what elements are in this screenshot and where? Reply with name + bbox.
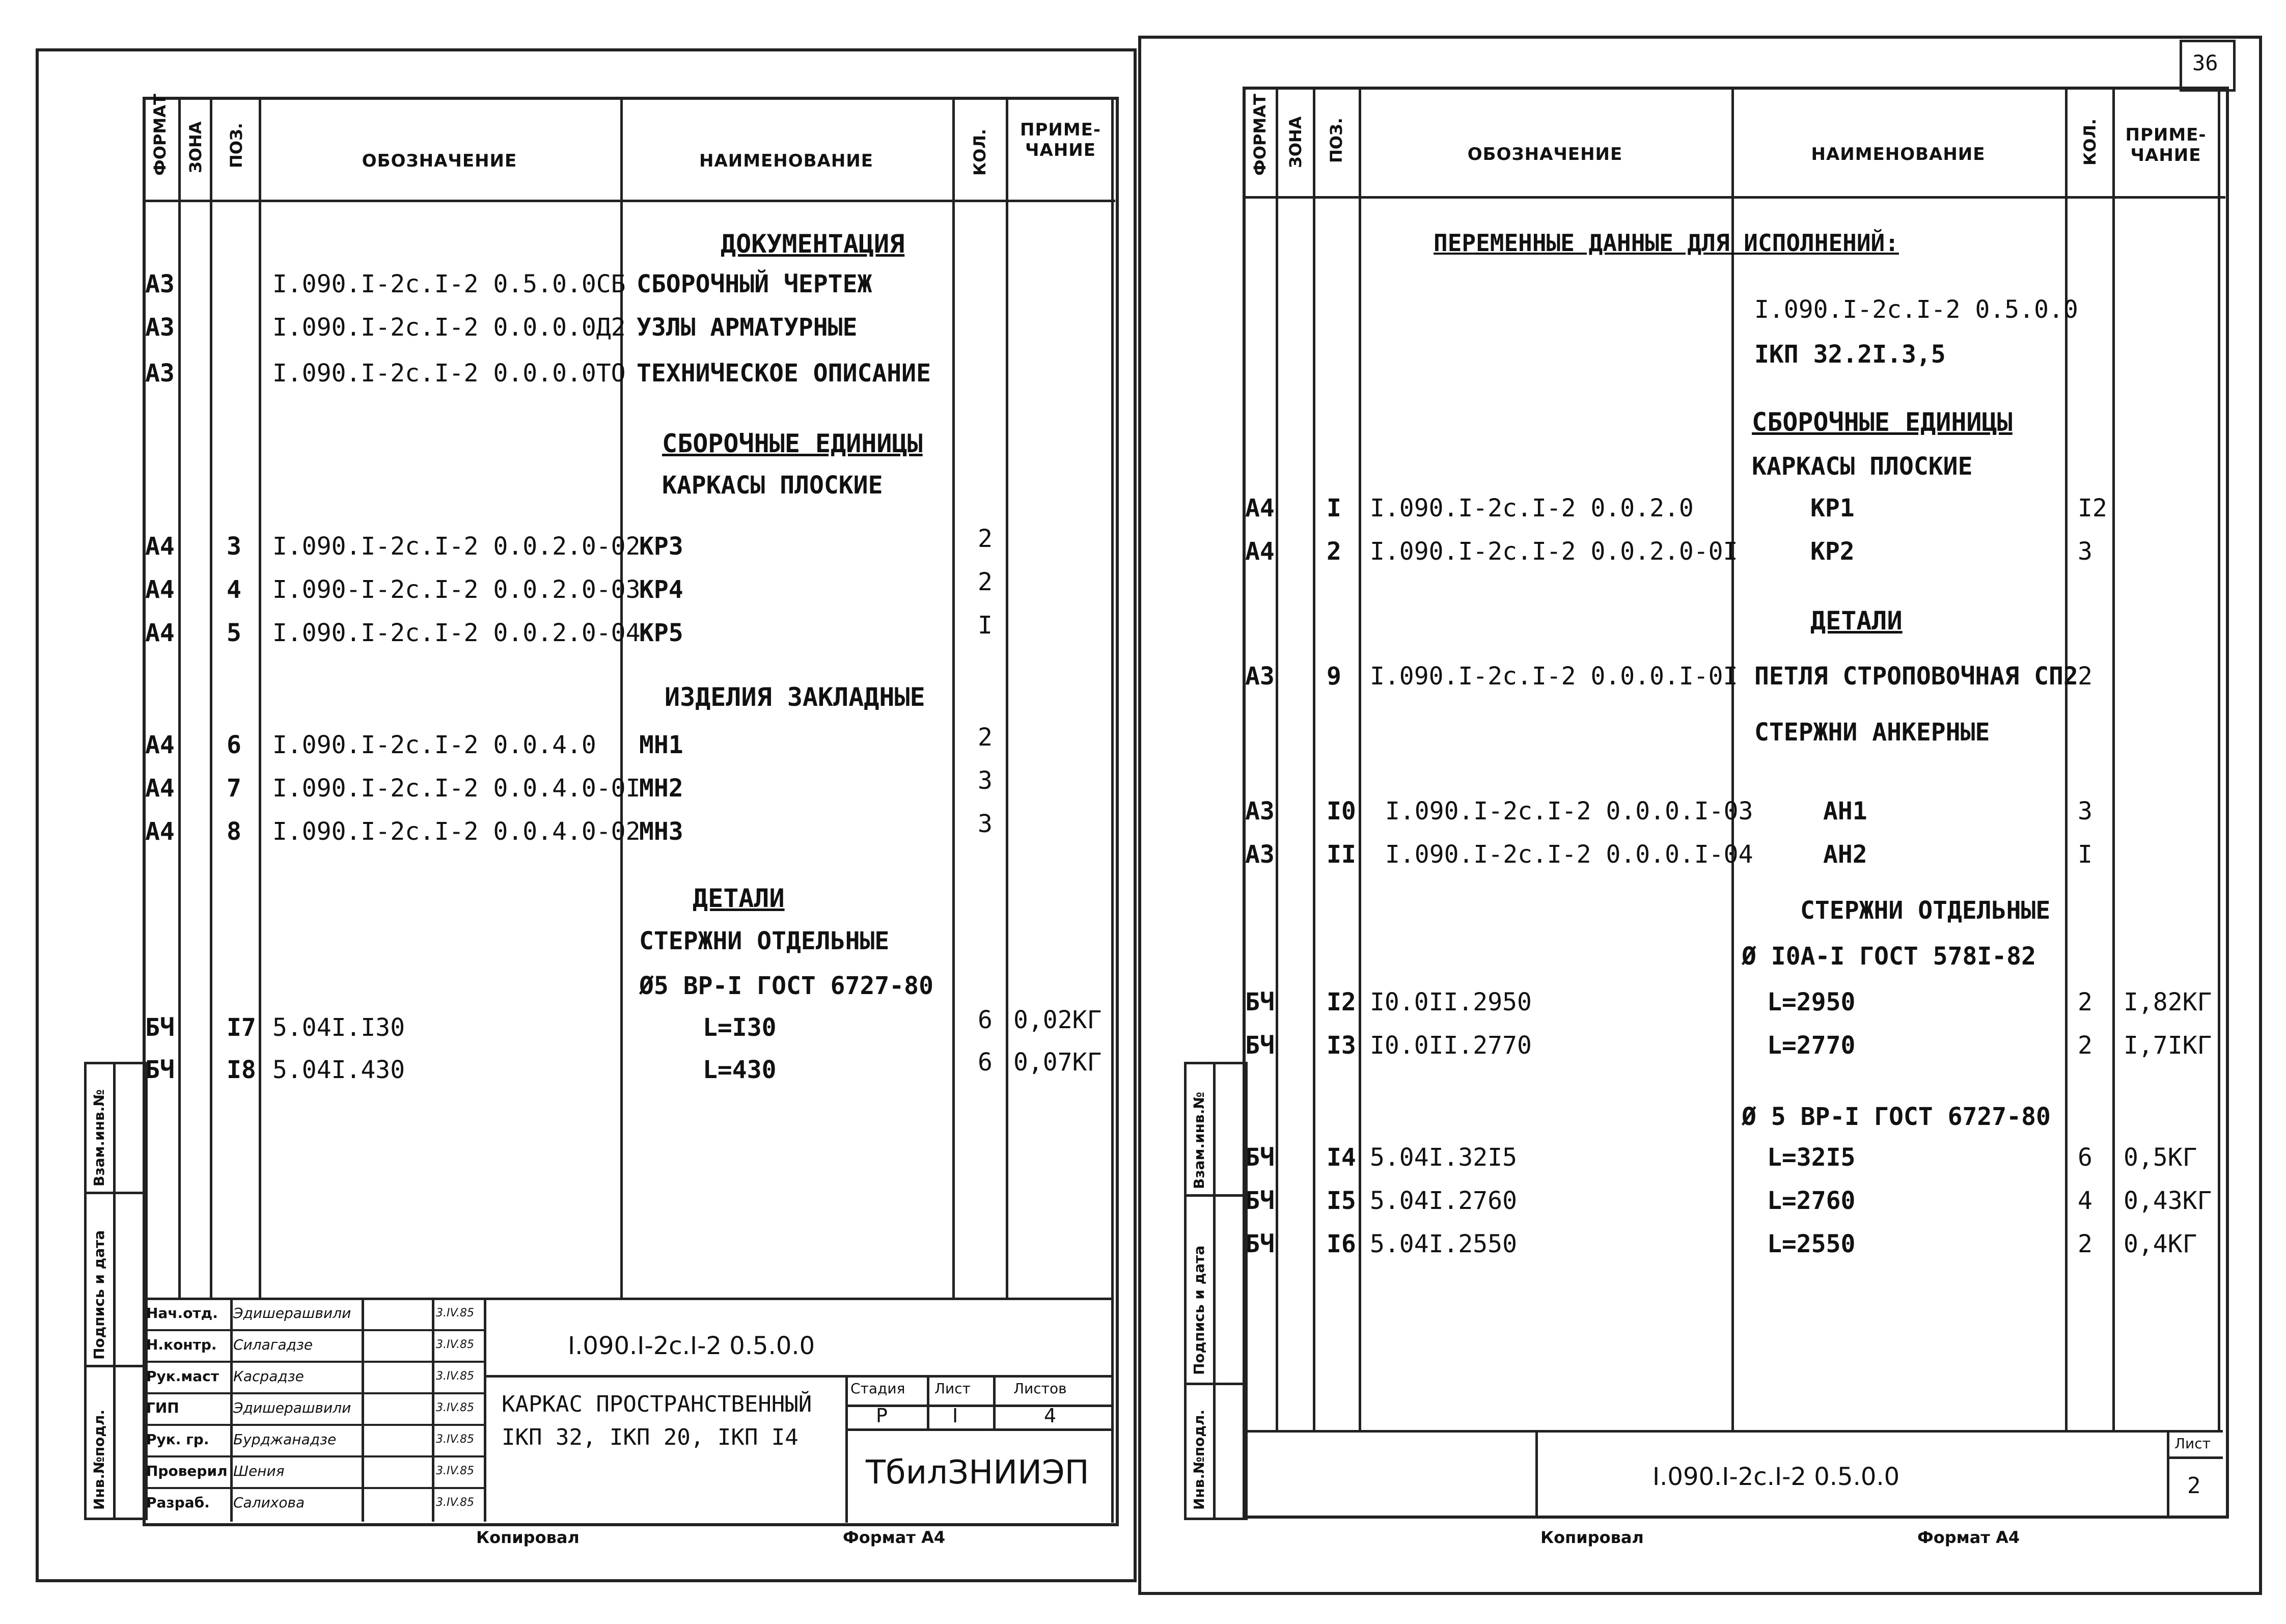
left-sheets-header: Листов <box>1013 1380 1067 1397</box>
right-row-pos: I5 <box>1327 1187 1356 1215</box>
left-row-pos: 6 <box>227 731 241 759</box>
title-date: 3.IV.85 <box>436 1433 474 1446</box>
right-row-note: 0,43КГ <box>2124 1187 2212 1215</box>
right-row-qty: I2 <box>2078 494 2107 522</box>
left-row-note: 0,07КГ <box>1013 1048 1102 1077</box>
left-sheet-value: I <box>952 1405 958 1427</box>
right-row-format: А3 <box>1245 797 1275 825</box>
left-row-designation: I.090.I-2c.I-2 0.0.4.0-0I <box>272 774 641 803</box>
left-row-name: КР3 <box>639 532 683 561</box>
left-side-label-3: Инв.№подл. <box>91 1409 107 1510</box>
left-stage-value: Р <box>876 1405 888 1427</box>
left-row-pos: 4 <box>227 575 241 604</box>
right-sheet-value: 2 <box>2187 1473 2201 1499</box>
left-row-format: А3 <box>145 313 175 342</box>
left-row-qty: 2 <box>978 525 993 553</box>
right-row-qty: 2 <box>2078 662 2092 691</box>
left-row-qty: 6 <box>978 1048 993 1077</box>
header-designation-right: ОБОЗНАЧЕНИЕ <box>1467 144 1623 164</box>
right-side-label-1: Взам.инв.№ <box>1191 1091 1207 1189</box>
right-row-format: А4 <box>1245 494 1275 522</box>
left-side-label-2: Подпись и дата <box>91 1230 107 1360</box>
right-row-name: АН2 <box>1823 840 1867 869</box>
left-row-format: БЧ <box>145 1013 175 1042</box>
right-row-format: БЧ <box>1245 1230 1275 1258</box>
right-row-name: L=32I5 <box>1767 1143 1856 1172</box>
title-role: Разраб. <box>146 1494 210 1511</box>
right-row-pos: I2 <box>1327 988 1356 1016</box>
left-footer-copied: Копировал <box>476 1528 580 1547</box>
left-sheet-header: Лист <box>934 1380 971 1397</box>
right-row-format: А3 <box>1245 840 1275 869</box>
title-role: Проверил <box>146 1463 228 1479</box>
right-row-pos: I6 <box>1327 1230 1356 1258</box>
right-steel-2: Ø 5 ВР-I ГОСТ 6727-80 <box>1742 1103 2051 1131</box>
title-name: Салихова <box>233 1494 305 1511</box>
right-row-format: А3 <box>1245 662 1275 691</box>
left-details-sub: СТЕРЖНИ ОТДЕЛЬНЫЕ <box>639 927 890 955</box>
right-row-designation: I.090.I-2c.I-2 0.0.0.I-0I <box>1370 662 1738 691</box>
title-role: Н.контр. <box>146 1336 217 1353</box>
right-row-designation: I.090.I-2c.I-2 0.0.2.0-0I <box>1370 537 1738 566</box>
left-row-name: L=I30 <box>703 1013 777 1042</box>
title-name: Силагадзе <box>233 1336 313 1353</box>
right-row-pos: I3 <box>1327 1031 1356 1060</box>
left-row-pos: 7 <box>227 774 241 803</box>
left-row-format: А4 <box>145 575 175 604</box>
right-row-designation: I0.0II.2950 <box>1370 988 1532 1016</box>
right-row-designation: I.090.I-2c.I-2 0.0.2.0 <box>1370 494 1694 522</box>
title-date: 3.IV.85 <box>436 1307 474 1319</box>
right-variant-code: I.090.I-2c.I-2 0.5.0.0 <box>1754 295 2078 324</box>
left-sheets-value: 4 <box>1044 1405 1057 1427</box>
left-footer-format: Формат А4 <box>843 1528 946 1547</box>
title-name: Шения <box>233 1463 285 1479</box>
left-row-qty: 2 <box>978 723 993 752</box>
title-role: Рук.маст <box>146 1368 219 1385</box>
right-row-name: КР2 <box>1810 537 1855 566</box>
right-row-format: БЧ <box>1245 1143 1275 1172</box>
right-row-designation: 5.04I.32I5 <box>1370 1143 1517 1172</box>
title-date: 3.IV.85 <box>436 1370 474 1383</box>
left-row-qty: 2 <box>978 568 993 596</box>
right-sheet-header: Лист <box>2174 1435 2211 1452</box>
right-row-pos: 9 <box>1327 662 1341 691</box>
right-row-name: ПЕТЛЯ СТРОПОВОЧНАЯ СП2 <box>1754 662 2078 691</box>
right-footer-copied: Копировал <box>1540 1528 1644 1547</box>
left-org-name: ТбилЗНИИЭП <box>866 1454 1089 1492</box>
left-row-name: L=430 <box>703 1056 777 1084</box>
right-footer-format: Формат А4 <box>1917 1528 2020 1547</box>
header-pos-right: ПОЗ. <box>1327 118 1346 163</box>
title-role: Рук. гр. <box>146 1431 209 1448</box>
left-row-designation: I.090-I-2c.I-2 0.0.2.0-03 <box>272 575 641 604</box>
left-row-designation: I.090.I-2c.I-2 0.0.2.0-04 <box>272 619 641 647</box>
header-format-right: ФОРМАТ <box>1250 94 1270 176</box>
left-stage-header: Стадия <box>850 1380 905 1397</box>
right-row-designation: 5.04I.2550 <box>1370 1230 1517 1258</box>
right-units-sub: КАРКАСЫ ПЛОСКИЕ <box>1752 452 1973 481</box>
left-section-details: ДЕТАЛИ <box>693 884 785 913</box>
right-row-pos: I0 <box>1327 797 1356 825</box>
left-row-pos: I8 <box>227 1056 256 1084</box>
right-side-label-2: Подпись и дата <box>1191 1245 1207 1375</box>
left-row-format: А3 <box>145 270 175 298</box>
header-note-left: ПРИМЕ-ЧАНИЕ <box>1020 120 1101 160</box>
right-row-pos: I <box>1327 494 1341 522</box>
left-row-designation: I.090.I-2c.I-2 0.0.2.0-02 <box>272 532 641 561</box>
left-section-embedded: ИЗДЕЛИЯ ЗАКЛАДНЫЕ <box>665 682 925 712</box>
right-row-format: БЧ <box>1245 988 1275 1016</box>
left-side-label-1: Взам.инв.№ <box>91 1089 107 1187</box>
left-title-line1: КАРКАС ПРОСТРАНСТВЕННЫЙ <box>502 1391 812 1417</box>
left-row-designation: I.090.I-2c.I-2 0.5.0.0СБ <box>272 270 626 298</box>
left-row-pos: I7 <box>227 1013 256 1042</box>
right-row-name: L=2760 <box>1767 1187 1856 1215</box>
right-row-pos: II <box>1327 840 1356 869</box>
left-row-designation: I.090.I-2c.I-2 0.0.4.0-02 <box>272 817 641 846</box>
right-row-name: L=2550 <box>1767 1230 1856 1258</box>
right-row-designation: I.090.I-2c.I-2 0.0.0.I-04 <box>1385 840 1753 869</box>
right-row-pos: I4 <box>1327 1143 1356 1172</box>
right-row-qty: 2 <box>2078 1230 2092 1258</box>
left-section-units: СБОРОЧНЫЕ ЕДИНИЦЫ <box>662 429 923 458</box>
left-row-qty: 3 <box>978 766 993 795</box>
title-role: Нач.отд. <box>146 1305 218 1322</box>
right-variant-name: IКП 32.2I.3,5 <box>1754 340 1946 369</box>
left-row-designation: I.090.I-2c.I-2 0.0.0.0Д2 <box>272 313 626 342</box>
header-pos-left: ПОЗ. <box>227 123 246 168</box>
left-row-format: А4 <box>145 817 175 846</box>
title-name: Эдишерашвили <box>233 1399 351 1416</box>
left-row-designation: I.090.I-2c.I-2 0.0.0.0ТО <box>272 359 626 388</box>
title-date: 3.IV.85 <box>436 1496 474 1509</box>
left-row-name: МН1 <box>639 731 683 759</box>
title-date: 3.IV.85 <box>436 1338 474 1351</box>
left-row-pos: 8 <box>227 817 241 846</box>
left-row-format: А3 <box>145 359 175 388</box>
right-row-format: БЧ <box>1245 1031 1275 1060</box>
right-section-variable: ПЕРЕМЕННЫЕ ДАННЫЕ ДЛЯ ИСПОЛНЕНИЙ: <box>1434 229 1899 257</box>
right-separate-sub: СТЕРЖНИ ОТДЕЛЬНЫЕ <box>1800 896 2051 925</box>
left-row-qty: 6 <box>978 1006 993 1034</box>
right-row-pos: 2 <box>1327 537 1341 566</box>
right-row-name: L=2770 <box>1767 1031 1856 1060</box>
right-row-note: 0,4КГ <box>2124 1230 2197 1258</box>
left-row-name: СБОРОЧНЫЙ ЧЕРТЕЖ <box>637 270 872 298</box>
left-units-sub: КАРКАСЫ ПЛОСКИЕ <box>662 471 883 500</box>
right-row-qty: 2 <box>2078 988 2092 1016</box>
header-qty-left: КОЛ. <box>970 128 989 176</box>
title-date: 3.IV.85 <box>436 1401 474 1414</box>
header-designation-left: ОБОЗНАЧЕНИЕ <box>362 151 517 171</box>
left-row-format: БЧ <box>145 1056 175 1084</box>
left-row-name: МН3 <box>639 817 683 846</box>
right-row-name: L=2950 <box>1767 988 1856 1016</box>
header-zone-right: ЗОНА <box>1286 116 1305 168</box>
right-steel-1: Ø I0А-I ГОСТ 578I-82 <box>1742 942 2036 971</box>
right-side-label-3: Инв.№подл. <box>1191 1409 1207 1510</box>
left-row-pos: 5 <box>227 619 241 647</box>
right-row-qty: 4 <box>2078 1187 2092 1215</box>
left-row-format: А4 <box>145 532 175 561</box>
right-row-qty: 6 <box>2078 1143 2092 1172</box>
left-doc-code: I.090.I-2c.I-2 0.5.0.0 <box>568 1332 815 1360</box>
left-row-name: УЗЛЫ АРМАТУРНЫЕ <box>637 313 858 342</box>
right-row-qty: 2 <box>2078 1031 2092 1060</box>
header-note-right: ПРИМЕ-ЧАНИЕ <box>2125 125 2207 166</box>
right-row-qty: 3 <box>2078 537 2092 566</box>
right-row-name: КР1 <box>1810 494 1855 522</box>
left-title-line2: IКП 32, IКП 20, IКП I4 <box>502 1424 798 1450</box>
right-row-note: I,82КГ <box>2124 988 2212 1016</box>
right-section-units: СБОРОЧНЫЕ ЕДИНИЦЫ <box>1752 407 2013 437</box>
left-row-qty: I <box>978 611 993 640</box>
right-row-format: А4 <box>1245 537 1275 566</box>
left-row-format: А4 <box>145 619 175 647</box>
right-row-note: I,7IКГ <box>2124 1031 2212 1060</box>
right-doc-code: I.090.I-2c.I-2 0.5.0.0 <box>1652 1463 1900 1491</box>
left-row-designation: 5.04I.430 <box>272 1056 405 1084</box>
right-row-qty: 3 <box>2078 797 2092 825</box>
right-row-designation: I.090.I-2c.I-2 0.0.0.I-03 <box>1385 797 1753 825</box>
right-row-designation: I0.0II.2770 <box>1370 1031 1532 1060</box>
left-row-name: МН2 <box>639 774 683 803</box>
right-page-number: 36 <box>2192 50 2218 75</box>
header-zone-left: ЗОНА <box>186 121 205 173</box>
title-role: ГИП <box>146 1399 179 1416</box>
right-row-designation: 5.04I.2760 <box>1370 1187 1517 1215</box>
title-name: Касрадзе <box>233 1368 304 1385</box>
left-details-sub2: Ø5 ВР-I ГОСТ 6727-80 <box>639 972 933 1000</box>
left-row-note: 0,02КГ <box>1013 1006 1102 1034</box>
header-format-left: ФОРМАТ <box>150 94 170 176</box>
left-row-designation: 5.04I.I30 <box>272 1013 405 1042</box>
left-row-name: ТЕХНИЧЕСКОЕ ОПИСАНИЕ <box>637 359 931 388</box>
title-name: Эдишерашвили <box>233 1305 351 1322</box>
left-row-format: А4 <box>145 774 175 803</box>
header-qty-right: КОЛ. <box>2080 118 2100 166</box>
right-row-name: АН1 <box>1823 797 1867 825</box>
left-row-name: КР4 <box>639 575 683 604</box>
right-row-qty: I <box>2078 840 2092 869</box>
right-row-note: 0,5КГ <box>2124 1143 2197 1172</box>
header-name-right: НАИМЕНОВАНИЕ <box>1811 144 1986 164</box>
left-section-docs: ДОКУМЕНТАЦИЯ <box>721 229 905 259</box>
right-row-format: БЧ <box>1245 1187 1275 1215</box>
left-row-pos: 3 <box>227 532 241 561</box>
header-name-left: НАИМЕНОВАНИЕ <box>699 151 873 171</box>
left-row-designation: I.090.I-2c.I-2 0.0.4.0 <box>272 731 596 759</box>
right-section-details: ДЕТАЛИ <box>1810 606 1903 636</box>
title-name: Бурджанадзе <box>233 1431 337 1448</box>
left-row-qty: 3 <box>978 810 993 838</box>
left-row-format: А4 <box>145 731 175 759</box>
title-date: 3.IV.85 <box>436 1465 474 1477</box>
right-anchor-sub: СТЕРЖНИ АНКЕРНЫЕ <box>1754 718 1990 747</box>
left-row-name: КР5 <box>639 619 683 647</box>
